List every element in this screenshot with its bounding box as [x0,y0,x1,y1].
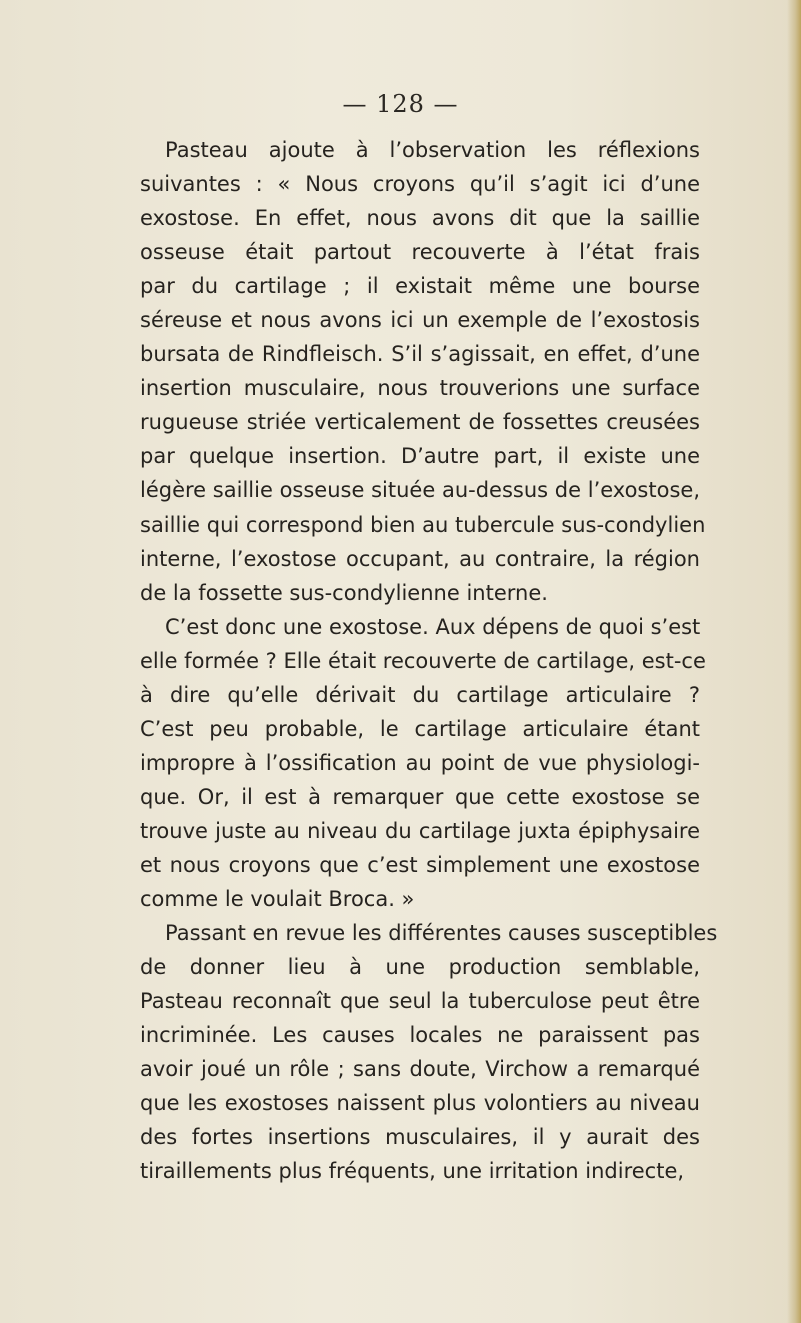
page-number: — 128 — [342,90,459,118]
text-line: de la fossette sus-condylienne interne. [140,580,548,605]
text-line: trouve juste au niveau du cartilage juxta épiphysaire [140,818,700,843]
text-line: C’est donc une exostose. Aux dépens de quoi s’est [165,614,701,639]
text-line: que les exostoses naissent plus volontiers au niveau [140,1091,700,1116]
text-line: C’est peu probable, le cartilage articulaire étant [140,716,700,741]
text-line: comme le voulait Broca. » [140,887,415,912]
text-line: par du cartilage ; il existait même une bourse [140,274,700,299]
text-line: légère saillie osseuse située au-dessus de l’exostose, [140,478,700,503]
text-line: tiraillements plus fréquents, une irritation indirecte, [140,1159,685,1184]
text-line: de donner lieu à une production semblable, [140,955,700,980]
text-line: Pasteau ajoute à l’observation les réflexions [165,138,700,162]
text-line: bursata de Rindfleisch. S’il s’agissait, en effet, d’une [140,342,700,367]
text-line: rugueuse striée verticalement de fossettes creusées [140,410,700,435]
text-line: à dire qu’elle dérivait du cartilage articulaire ? [140,682,700,707]
body-text [140,133,718,1188]
text-line: insertion musculaire, nous trouverions une surface [140,376,700,401]
text-line: et nous croyons que c’est simplement une exostose [140,852,700,877]
text-line: par quelque insertion. D’autre part, il existe une [140,444,700,469]
text-line: exostose. En effet, nous avons dit que la saillie [140,206,700,231]
text-line: incriminée. Les causes locales ne paraissent pas [140,1023,700,1048]
text-line: saillie qui correspond bien au tubercule sus-condylien [140,512,706,537]
text-line: impropre à l’ossification au point de vue physiologi- [140,750,700,775]
text-line: que. Or, il est à remarquer que cette exostose se [140,784,700,809]
text-line: avoir joué un rôle ; sans doute, Virchow a remarqué [140,1057,700,1082]
text-line: suivantes : « Nous croyons qu’il s’agit ici d’une [140,172,700,197]
text-line: des fortes insertions musculaires, il y aurait des [140,1125,700,1150]
page-edge-shadow [787,0,801,1323]
text-line: séreuse et nous avons ici un exemple de l’exostosis [140,308,700,333]
text-line: osseuse était partout recouverte à l’état frais [140,240,700,265]
text-line: Passant en revue les différentes causes susceptibles [165,921,718,946]
text-line: elle formée ? Elle était recouverte de cartilage, est-ce [140,648,706,673]
text-line: interne, l’exostose occupant, au contraire, la région [140,546,700,571]
text-line: Pasteau reconnaît que seul la tuberculose peut être [140,989,700,1014]
